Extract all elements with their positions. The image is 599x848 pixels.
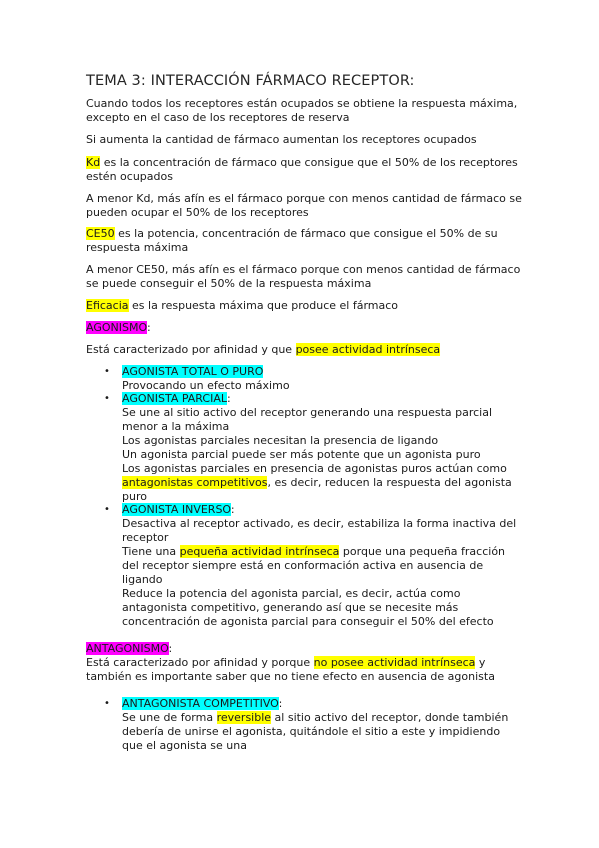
kd-definition: es la concentración de fármaco que consigue que el 50% de los receptores estén ocupados	[86, 156, 518, 183]
reversible-highlight: reversible	[216, 711, 272, 724]
agonismo-heading	[86, 321, 526, 335]
no-posee-actividad-highlight: no posee actividad intrínseca	[313, 656, 476, 669]
bullet-icon: •	[104, 366, 110, 377]
antagonista-competitivo-label-line	[122, 697, 522, 711]
eficacia-term: Eficacia	[86, 299, 129, 312]
agonismo-intro	[86, 343, 526, 357]
list-item-agonista-parcial	[122, 392, 522, 504]
eficacia-definition: es la respuesta máxima que produce el fármaco	[128, 299, 399, 312]
agonista-parcial-line3: Un agonista parcial puede ser más potente que un agonista puro	[122, 448, 481, 461]
kd-term: Kd	[86, 156, 101, 169]
paragraph-menor-ce50: A menor CE50, más afín es el fármaco porque con menos cantidad de fármaco se puede conseguir el 50% de la respuesta máxima	[86, 263, 521, 290]
agonista-parcial-line4-a: Los agonistas parciales en presencia de agonistas puros actúan como	[122, 462, 507, 475]
antagonismo-intro-b: y también es importante saber que no tiene efecto en ausencia de agonista	[86, 656, 495, 683]
agonista-parcial-label: AGONISTA PARCIAL	[122, 392, 227, 405]
agonista-inverso-line2	[122, 545, 522, 587]
antagonista-competitivo-line1-b: al sitio activo del receptor, donde también debería de unirse el agonista, quitándole el sitio a este y impidiendo que el agonista se una	[122, 711, 509, 752]
antagonismo-intro-a: Está caracterizado por afinidad y porque	[86, 656, 314, 669]
agonista-parcial-line1: Se une al sitio activo del receptor generando una respuesta parcial menor a la máxima	[122, 406, 493, 433]
antagonistas-competitivos-highlight: antagonistas competitivos	[122, 476, 268, 489]
agonista-total-label-line	[122, 365, 522, 379]
paragraph-menor-kd: A menor Kd, más afín es el fármaco porque con menos cantidad de fármaco se pueden ocupar el 50% de los receptores	[86, 192, 522, 219]
agonista-inverso-line2-b: porque una pequeña fracción del receptor siempre está en conformación activa en ausencia de ligando	[122, 545, 506, 586]
agonista-inverso-line3: Reduce la potencia del agonista parcial, es decir, actúa como antagonista competitivo, generando así que se necesite más concentración de agonista parcial para conseguir el 50% del efecto	[122, 587, 494, 628]
agonista-parcial-line4	[122, 462, 522, 504]
agonista-parcial-colon: :	[226, 392, 231, 405]
agonista-parcial-label-line	[122, 392, 522, 406]
paragraph-eficacia	[86, 299, 526, 313]
antagonista-competitivo-label: ANTAGONISTA COMPETITIVO	[122, 697, 279, 710]
pequena-actividad-highlight: pequeña actividad intrínseca	[179, 545, 340, 558]
agonista-total-label: AGONISTA TOTAL O PURO	[122, 365, 264, 378]
agonista-parcial-line2: Los agonistas parciales necesitan la presencia de ligando	[122, 434, 439, 447]
list-item-agonista-inverso	[122, 503, 522, 629]
bullet-icon: •	[104, 698, 110, 709]
paragraph-kd	[86, 156, 526, 184]
antagonista-competitivo-line1-a: Se une de forma	[122, 711, 217, 724]
antagonismo-heading-text: ANTAGONISMO	[86, 642, 169, 655]
paragraph-receptores-ocupados: Cuando todos los receptores están ocupados se obtiene la respuesta máxima, excepto en el caso de los receptores de reserva	[86, 97, 518, 124]
agonismo-intro-text: Está caracterizado por afinidad y que	[86, 343, 296, 356]
list-item-agonista-total	[122, 365, 522, 393]
agonista-inverso-label: AGONISTA INVERSO	[122, 503, 231, 516]
page-title: TEMA 3: INTERACCIÓN FÁRMACO RECEPTOR:	[86, 73, 415, 89]
agonista-inverso-colon: :	[230, 503, 235, 516]
agonista-inverso-line1: Desactiva al receptor activado, es decir, estabiliza la forma inactiva del receptor	[122, 517, 517, 544]
list-item-antagonista-competitivo	[122, 697, 522, 753]
agonista-inverso-line2-a: Tiene una	[122, 545, 180, 558]
agonismo-heading-colon: :	[146, 321, 151, 334]
ce50-term: CE50	[86, 227, 115, 240]
agonista-total-line1: Provocando un efecto máximo	[122, 379, 290, 392]
bullet-icon: •	[104, 393, 110, 404]
antagonista-competitivo-colon: :	[278, 697, 283, 710]
antagonismo-heading	[86, 642, 526, 656]
paragraph-ce50	[86, 227, 526, 255]
agonismo-intro-highlight: posee actividad intrínseca	[295, 343, 441, 356]
agonista-inverso-label-line	[122, 503, 522, 517]
antagonista-competitivo-line1	[122, 711, 522, 753]
paragraph-aumenta-farmaco: Si aumenta la cantidad de fármaco aumentan los receptores ocupados	[86, 133, 477, 146]
antagonismo-intro	[86, 656, 531, 684]
bullet-icon: •	[104, 504, 110, 515]
agonismo-heading-text: AGONISMO	[86, 321, 147, 334]
agonista-parcial-line4-b: , es decir, reducen la respuesta del agonista puro	[122, 476, 512, 503]
ce50-definition: es la potencia, concentración de fármaco que consigue el 50% de su respuesta máxima	[86, 227, 498, 254]
antagonismo-heading-colon: :	[168, 642, 173, 655]
